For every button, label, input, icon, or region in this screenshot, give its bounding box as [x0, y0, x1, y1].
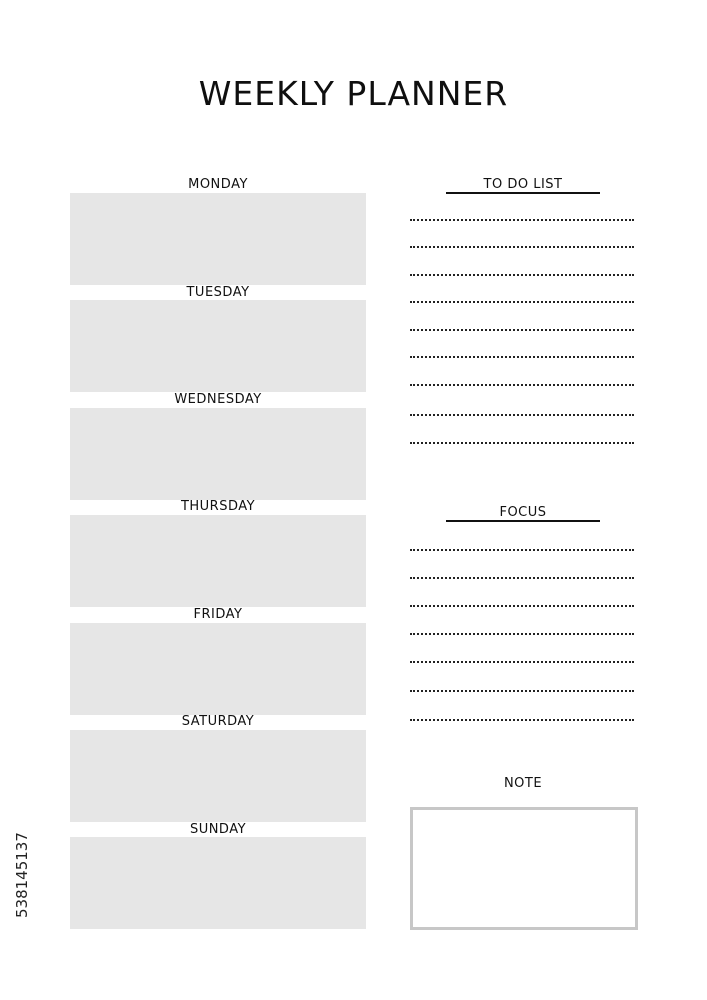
day-label-monday: MONDAY	[188, 177, 248, 192]
todo-list-heading: TO DO LIST	[483, 177, 563, 192]
todo-line[interactable]	[410, 219, 634, 221]
todo-line[interactable]	[410, 356, 634, 358]
focus-line[interactable]	[410, 690, 634, 692]
focus-line[interactable]	[410, 661, 634, 663]
focus-line[interactable]	[410, 577, 634, 579]
focus-line[interactable]	[410, 633, 634, 635]
day-box-wednesday[interactable]	[70, 408, 366, 500]
todo-line[interactable]	[410, 274, 634, 276]
day-label-saturday: SATURDAY	[181, 714, 255, 729]
day-label-thursday: THURSDAY	[180, 499, 256, 514]
day-box-tuesday[interactable]	[70, 300, 366, 392]
day-label-wednesday: WEDNESDAY	[174, 392, 262, 407]
day-box-thursday[interactable]	[70, 515, 366, 607]
day-label-tuesday: TUESDAY	[186, 285, 250, 300]
note-heading: NOTE	[503, 776, 543, 791]
day-box-friday[interactable]	[70, 623, 366, 715]
stock-image-id: 538145137	[13, 832, 31, 918]
focus-line[interactable]	[410, 719, 634, 721]
note-box[interactable]	[410, 807, 638, 930]
focus-line[interactable]	[410, 549, 634, 551]
todo-line[interactable]	[410, 329, 634, 331]
todo-line[interactable]	[410, 301, 634, 303]
todo-line[interactable]	[410, 384, 634, 386]
todo-line[interactable]	[410, 442, 634, 444]
day-box-monday[interactable]	[70, 193, 366, 285]
todo-list-underline	[446, 192, 600, 194]
focus-heading: FOCUS	[499, 505, 547, 520]
day-label-friday: FRIDAY	[193, 607, 243, 622]
day-box-sunday[interactable]	[70, 837, 366, 929]
focus-underline	[446, 520, 600, 522]
day-box-saturday[interactable]	[70, 730, 366, 822]
page-title: WEEKLY PLANNER	[198, 74, 509, 113]
focus-line[interactable]	[410, 605, 634, 607]
day-label-sunday: SUNDAY	[189, 822, 247, 837]
todo-line[interactable]	[410, 414, 634, 416]
todo-line[interactable]	[410, 246, 634, 248]
